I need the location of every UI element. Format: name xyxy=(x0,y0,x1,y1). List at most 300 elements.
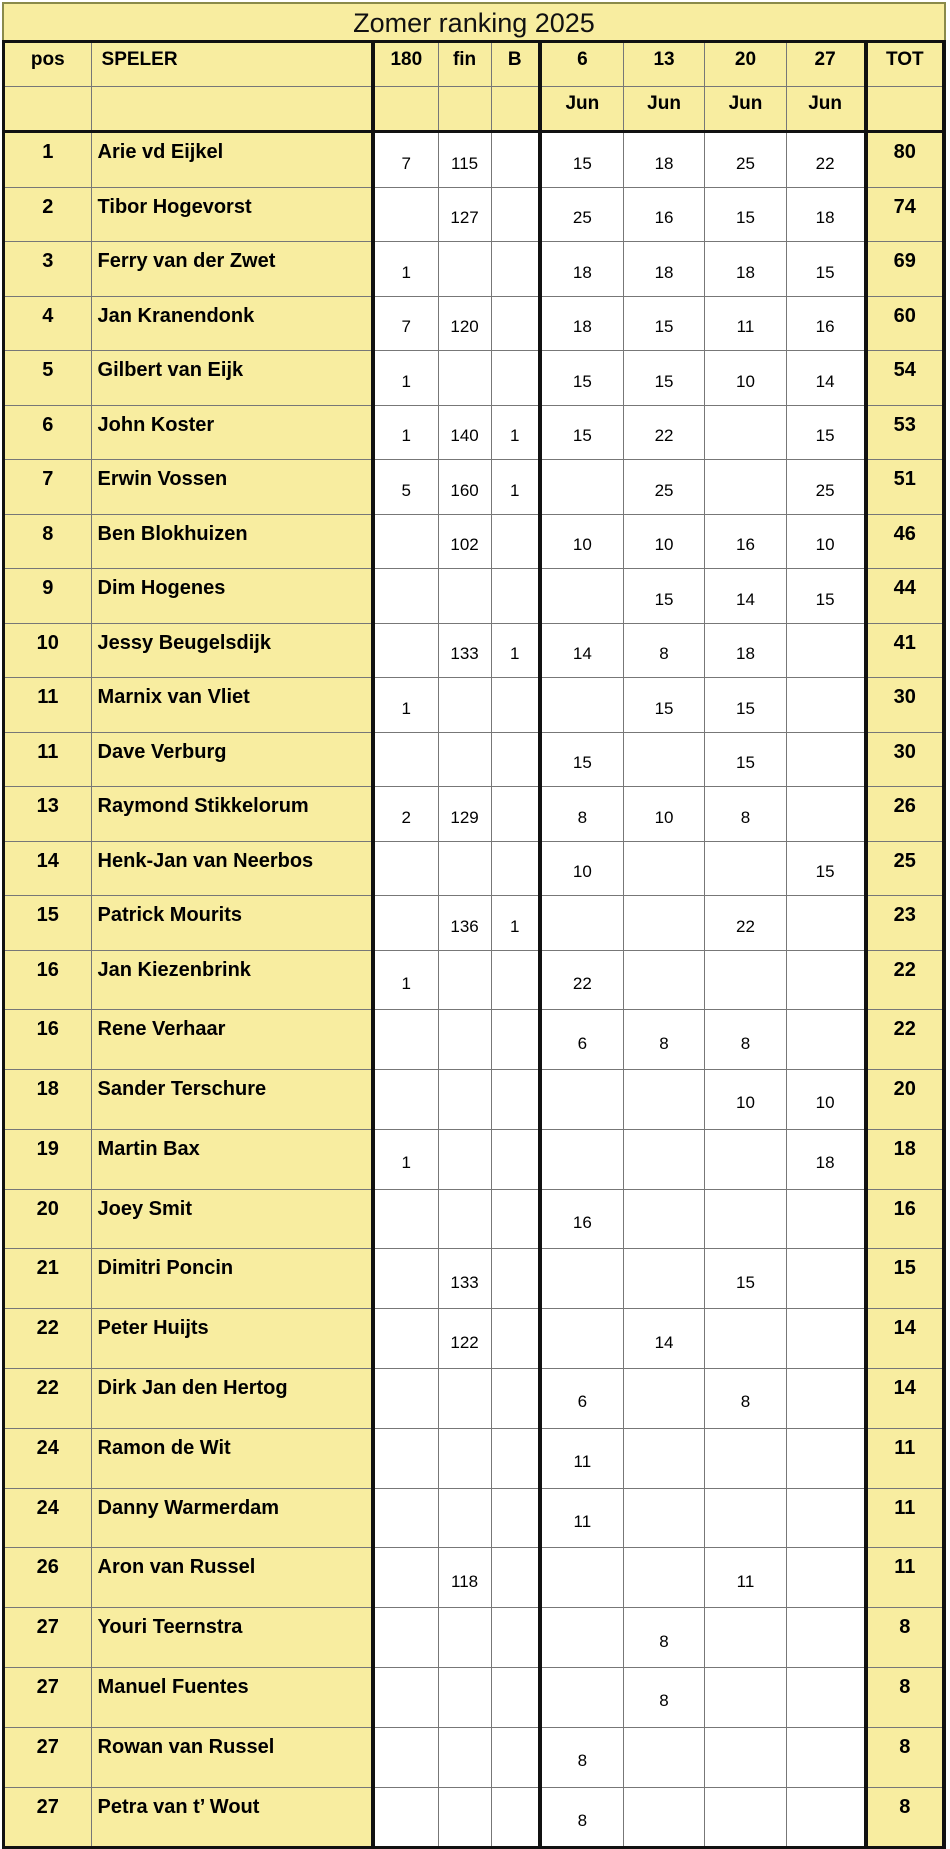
pos-cell: 4 xyxy=(4,296,92,351)
score-date-1: 18 xyxy=(540,242,623,297)
score-date-3: 15 xyxy=(705,187,786,242)
score-date-1: 15 xyxy=(540,132,623,188)
player-name: Henk-Jan van Neerbos xyxy=(91,841,373,896)
pos-cell: 16 xyxy=(4,1010,92,1070)
score-date-1: 15 xyxy=(540,732,623,787)
score-180: 1 xyxy=(373,1129,438,1189)
score-date-3: 25 xyxy=(705,132,786,188)
month-cell-tot xyxy=(866,87,944,132)
score-fin xyxy=(438,1668,491,1728)
score-180 xyxy=(373,1369,438,1429)
score-date-2 xyxy=(623,1488,704,1548)
score-date-2: 10 xyxy=(623,514,704,569)
score-date-3: 18 xyxy=(705,242,786,297)
score-date-1: 16 xyxy=(540,1189,623,1249)
pos-cell: 18 xyxy=(4,1070,92,1130)
score-date-3 xyxy=(705,841,786,896)
score-date-3: 8 xyxy=(705,787,786,842)
score-b xyxy=(491,1727,540,1787)
total-score: 54 xyxy=(866,351,944,406)
score-date-4: 15 xyxy=(786,242,865,297)
score-date-2: 8 xyxy=(623,1010,704,1070)
total-score: 8 xyxy=(866,1727,944,1787)
score-date-3 xyxy=(705,1608,786,1668)
score-date-4 xyxy=(786,1428,865,1488)
score-180 xyxy=(373,623,438,678)
table-row xyxy=(4,1249,945,1309)
total-score: 18 xyxy=(866,1129,944,1189)
score-date-4: 15 xyxy=(786,569,865,624)
total-score: 46 xyxy=(866,514,944,569)
total-score: 44 xyxy=(866,569,944,624)
score-b: 1 xyxy=(491,405,540,460)
score-date-3 xyxy=(705,1129,786,1189)
score-date-2 xyxy=(623,732,704,787)
table-row xyxy=(4,1787,945,1848)
score-fin: 115 xyxy=(438,132,491,188)
table-row xyxy=(4,1727,945,1787)
player-name: Gilbert van Eijk xyxy=(91,351,373,406)
total-score: 22 xyxy=(866,950,944,1010)
pos-cell: 21 xyxy=(4,1249,92,1309)
score-b xyxy=(491,1129,540,1189)
score-date-3: 11 xyxy=(705,1548,786,1608)
score-fin: 120 xyxy=(438,296,491,351)
pos-cell: 22 xyxy=(4,1309,92,1369)
score-date-3: 15 xyxy=(705,732,786,787)
score-date-4 xyxy=(786,1369,865,1429)
score-date-4 xyxy=(786,896,865,951)
player-name: Jan Kranendonk xyxy=(91,296,373,351)
score-fin: 160 xyxy=(438,460,491,515)
total-score: 11 xyxy=(866,1428,944,1488)
score-date-4 xyxy=(786,1309,865,1369)
score-b xyxy=(491,1608,540,1668)
total-score: 53 xyxy=(866,405,944,460)
month-cell-fin xyxy=(438,87,491,132)
score-date-1: 8 xyxy=(540,1727,623,1787)
sheet-title: Zomer ranking 2025 xyxy=(2,2,946,40)
table-row xyxy=(4,841,945,896)
col-header-date-3: 20 xyxy=(705,42,786,87)
score-date-2 xyxy=(623,896,704,951)
player-name: Youri Teernstra xyxy=(91,1608,373,1668)
table-row xyxy=(4,787,945,842)
score-fin xyxy=(438,242,491,297)
table-row xyxy=(4,1309,945,1369)
table-row xyxy=(4,1488,945,1548)
score-180: 1 xyxy=(373,950,438,1010)
pos-cell: 14 xyxy=(4,841,92,896)
score-date-1: 6 xyxy=(540,1369,623,1429)
player-name: Manuel Fuentes xyxy=(91,1668,373,1728)
player-name: Sander Terschure xyxy=(91,1070,373,1130)
score-date-2: 14 xyxy=(623,1309,704,1369)
score-date-3 xyxy=(705,950,786,1010)
score-fin xyxy=(438,732,491,787)
score-180 xyxy=(373,896,438,951)
score-fin: 133 xyxy=(438,1249,491,1309)
score-date-1 xyxy=(540,896,623,951)
table-row xyxy=(4,460,945,515)
score-b xyxy=(491,187,540,242)
score-180: 1 xyxy=(373,242,438,297)
score-date-4: 10 xyxy=(786,1070,865,1130)
player-name: Danny Warmerdam xyxy=(91,1488,373,1548)
table-row xyxy=(4,896,945,951)
player-name: Ben Blokhuizen xyxy=(91,514,373,569)
pos-cell: 27 xyxy=(4,1608,92,1668)
score-fin xyxy=(438,841,491,896)
score-fin: 136 xyxy=(438,896,491,951)
month-cell-speler xyxy=(91,87,373,132)
player-name: Marnix van Vliet xyxy=(91,678,373,733)
score-180 xyxy=(373,1787,438,1848)
total-score: 25 xyxy=(866,841,944,896)
header-row xyxy=(4,42,945,87)
score-180 xyxy=(373,1249,438,1309)
total-score: 30 xyxy=(866,678,944,733)
score-date-2: 8 xyxy=(623,1608,704,1668)
score-date-1 xyxy=(540,1070,623,1130)
score-fin xyxy=(438,678,491,733)
score-fin xyxy=(438,1129,491,1189)
score-date-2 xyxy=(623,1369,704,1429)
score-date-2 xyxy=(623,1070,704,1130)
pos-cell: 20 xyxy=(4,1189,92,1249)
score-date-1 xyxy=(540,1668,623,1728)
table-row xyxy=(4,950,945,1010)
pos-cell: 26 xyxy=(4,1548,92,1608)
pos-cell: 11 xyxy=(4,732,92,787)
score-180 xyxy=(373,569,438,624)
score-180 xyxy=(373,1189,438,1249)
score-date-3: 8 xyxy=(705,1010,786,1070)
score-fin: 140 xyxy=(438,405,491,460)
table-row xyxy=(4,1070,945,1130)
pos-cell: 19 xyxy=(4,1129,92,1189)
player-name: Jan Kiezenbrink xyxy=(91,950,373,1010)
table-row xyxy=(4,1428,945,1488)
score-date-3: 18 xyxy=(705,623,786,678)
total-score: 11 xyxy=(866,1548,944,1608)
score-date-3 xyxy=(705,1668,786,1728)
total-score: 74 xyxy=(866,187,944,242)
total-score: 11 xyxy=(866,1488,944,1548)
score-180 xyxy=(373,1668,438,1728)
score-fin xyxy=(438,1608,491,1668)
score-date-4 xyxy=(786,1548,865,1608)
score-date-1: 22 xyxy=(540,950,623,1010)
col-header-fin: fin xyxy=(438,42,491,87)
table-row xyxy=(4,242,945,297)
score-date-3 xyxy=(705,1727,786,1787)
score-fin: 127 xyxy=(438,187,491,242)
table-row xyxy=(4,1369,945,1429)
score-date-1: 15 xyxy=(540,405,623,460)
score-date-1: 8 xyxy=(540,1787,623,1848)
score-date-4: 25 xyxy=(786,460,865,515)
score-date-1: 11 xyxy=(540,1488,623,1548)
score-date-4 xyxy=(786,732,865,787)
score-180 xyxy=(373,1309,438,1369)
score-date-1 xyxy=(540,1548,623,1608)
score-date-2: 15 xyxy=(623,678,704,733)
player-name: Dimitri Poncin xyxy=(91,1249,373,1309)
pos-cell: 24 xyxy=(4,1428,92,1488)
score-b xyxy=(491,1787,540,1848)
col-header-date-1: 6 xyxy=(540,42,623,87)
score-fin: 129 xyxy=(438,787,491,842)
total-score: 69 xyxy=(866,242,944,297)
score-date-4 xyxy=(786,678,865,733)
score-fin xyxy=(438,950,491,1010)
total-score: 41 xyxy=(866,623,944,678)
score-date-3 xyxy=(705,1309,786,1369)
month-label-4: Jun xyxy=(786,87,865,132)
score-date-2 xyxy=(623,1129,704,1189)
pos-cell: 6 xyxy=(4,405,92,460)
month-label-1: Jun xyxy=(540,87,623,132)
score-date-3: 22 xyxy=(705,896,786,951)
score-b xyxy=(491,1488,540,1548)
score-180 xyxy=(373,1548,438,1608)
score-b xyxy=(491,242,540,297)
score-date-1: 6 xyxy=(540,1010,623,1070)
score-date-2 xyxy=(623,1548,704,1608)
score-fin xyxy=(438,1010,491,1070)
score-date-2 xyxy=(623,1428,704,1488)
month-row xyxy=(4,87,945,132)
score-b xyxy=(491,950,540,1010)
score-date-2: 18 xyxy=(623,242,704,297)
score-date-1: 11 xyxy=(540,1428,623,1488)
table-row xyxy=(4,1189,945,1249)
total-score: 14 xyxy=(866,1369,944,1429)
score-180: 7 xyxy=(373,132,438,188)
score-date-4 xyxy=(786,1787,865,1848)
pos-cell: 10 xyxy=(4,623,92,678)
score-180: 5 xyxy=(373,460,438,515)
score-fin xyxy=(438,1189,491,1249)
player-name: Aron van Russel xyxy=(91,1548,373,1608)
score-180: 1 xyxy=(373,351,438,406)
score-date-2: 8 xyxy=(623,1668,704,1728)
score-b xyxy=(491,1010,540,1070)
score-fin xyxy=(438,1727,491,1787)
score-date-2 xyxy=(623,1727,704,1787)
score-date-3 xyxy=(705,1189,786,1249)
total-score: 80 xyxy=(866,132,944,188)
table-row xyxy=(4,732,945,787)
table-row xyxy=(4,1129,945,1189)
col-header-tot: TOT xyxy=(866,42,944,87)
total-score: 30 xyxy=(866,732,944,787)
score-date-1: 25 xyxy=(540,187,623,242)
player-name: Patrick Mourits xyxy=(91,896,373,951)
score-b xyxy=(491,732,540,787)
score-date-4: 15 xyxy=(786,405,865,460)
score-date-2: 22 xyxy=(623,405,704,460)
score-180 xyxy=(373,1727,438,1787)
score-date-2: 25 xyxy=(623,460,704,515)
score-date-3: 10 xyxy=(705,1070,786,1130)
score-date-2: 15 xyxy=(623,351,704,406)
score-b xyxy=(491,1668,540,1728)
score-b xyxy=(491,514,540,569)
player-name: Raymond Stikkelorum xyxy=(91,787,373,842)
score-180 xyxy=(373,514,438,569)
total-score: 16 xyxy=(866,1189,944,1249)
score-date-2: 15 xyxy=(623,296,704,351)
pos-cell: 27 xyxy=(4,1668,92,1728)
score-date-1: 14 xyxy=(540,623,623,678)
total-score: 60 xyxy=(866,296,944,351)
score-fin: 118 xyxy=(438,1548,491,1608)
score-b: 1 xyxy=(491,623,540,678)
player-name: Dirk Jan den Hertog xyxy=(91,1369,373,1429)
score-180: 2 xyxy=(373,787,438,842)
pos-cell: 3 xyxy=(4,242,92,297)
score-fin xyxy=(438,569,491,624)
score-180 xyxy=(373,187,438,242)
pos-cell: 11 xyxy=(4,678,92,733)
score-date-1: 10 xyxy=(540,514,623,569)
score-date-4 xyxy=(786,1249,865,1309)
score-date-3 xyxy=(705,1488,786,1548)
ranking-sheet xyxy=(2,2,946,1831)
score-date-4 xyxy=(786,1189,865,1249)
table-row xyxy=(4,514,945,569)
score-date-2 xyxy=(623,950,704,1010)
pos-cell: 7 xyxy=(4,460,92,515)
score-fin xyxy=(438,351,491,406)
score-date-1 xyxy=(540,1129,623,1189)
table-row xyxy=(4,132,945,188)
pos-cell: 1 xyxy=(4,132,92,188)
score-fin xyxy=(438,1428,491,1488)
score-date-3: 10 xyxy=(705,351,786,406)
score-date-4: 10 xyxy=(786,514,865,569)
col-header-b: B xyxy=(491,42,540,87)
month-label-2: Jun xyxy=(623,87,704,132)
score-180 xyxy=(373,1608,438,1668)
score-date-2 xyxy=(623,1249,704,1309)
score-date-4 xyxy=(786,1727,865,1787)
score-date-3 xyxy=(705,1428,786,1488)
score-date-4 xyxy=(786,623,865,678)
score-b xyxy=(491,678,540,733)
score-date-1: 15 xyxy=(540,351,623,406)
score-date-2: 18 xyxy=(623,132,704,188)
pos-cell: 24 xyxy=(4,1488,92,1548)
player-name: John Koster xyxy=(91,405,373,460)
pos-cell: 5 xyxy=(4,351,92,406)
score-date-3 xyxy=(705,405,786,460)
col-header-date-2: 13 xyxy=(623,42,704,87)
table-row xyxy=(4,1608,945,1668)
month-cell-180 xyxy=(373,87,438,132)
score-b xyxy=(491,1428,540,1488)
score-date-3: 14 xyxy=(705,569,786,624)
score-b xyxy=(491,569,540,624)
total-score: 8 xyxy=(866,1787,944,1848)
player-name: Rowan van Russel xyxy=(91,1727,373,1787)
score-date-3 xyxy=(705,460,786,515)
score-date-2 xyxy=(623,1189,704,1249)
pos-cell: 2 xyxy=(4,187,92,242)
score-b xyxy=(491,787,540,842)
score-date-4 xyxy=(786,787,865,842)
score-date-1 xyxy=(540,569,623,624)
score-date-1 xyxy=(540,1309,623,1369)
score-b xyxy=(491,841,540,896)
score-date-3: 16 xyxy=(705,514,786,569)
score-date-4 xyxy=(786,1010,865,1070)
score-b xyxy=(491,1070,540,1130)
score-180: 7 xyxy=(373,296,438,351)
score-180 xyxy=(373,1010,438,1070)
score-date-4: 16 xyxy=(786,296,865,351)
table-row xyxy=(4,351,945,406)
score-date-1 xyxy=(540,678,623,733)
score-date-3: 11 xyxy=(705,296,786,351)
score-date-4: 14 xyxy=(786,351,865,406)
score-b xyxy=(491,1309,540,1369)
score-fin: 122 xyxy=(438,1309,491,1369)
score-date-4: 18 xyxy=(786,1129,865,1189)
month-cell-pos xyxy=(4,87,92,132)
score-b xyxy=(491,132,540,188)
pos-cell: 27 xyxy=(4,1787,92,1848)
score-180: 1 xyxy=(373,678,438,733)
score-180: 1 xyxy=(373,405,438,460)
col-header-speler: SPELER xyxy=(91,42,373,87)
score-date-2: 15 xyxy=(623,569,704,624)
table-row xyxy=(4,296,945,351)
total-score: 23 xyxy=(866,896,944,951)
score-b xyxy=(491,296,540,351)
score-b xyxy=(491,1189,540,1249)
month-label-3: Jun xyxy=(705,87,786,132)
score-fin xyxy=(438,1369,491,1429)
player-name: Rene Verhaar xyxy=(91,1010,373,1070)
player-name: Joey Smit xyxy=(91,1189,373,1249)
pos-cell: 9 xyxy=(4,569,92,624)
score-180 xyxy=(373,1428,438,1488)
player-name: Dave Verburg xyxy=(91,732,373,787)
total-score: 22 xyxy=(866,1010,944,1070)
score-date-1 xyxy=(540,460,623,515)
score-date-4 xyxy=(786,1488,865,1548)
score-180 xyxy=(373,732,438,787)
score-date-2 xyxy=(623,1787,704,1848)
score-date-2 xyxy=(623,841,704,896)
pos-cell: 8 xyxy=(4,514,92,569)
player-name: Arie vd Eijkel xyxy=(91,132,373,188)
table-row xyxy=(4,405,945,460)
player-name: Peter Huijts xyxy=(91,1309,373,1369)
col-header-180: 180 xyxy=(373,42,438,87)
score-b: 1 xyxy=(491,896,540,951)
score-date-4 xyxy=(786,1668,865,1728)
score-fin xyxy=(438,1787,491,1848)
score-b xyxy=(491,351,540,406)
score-fin: 102 xyxy=(438,514,491,569)
score-date-3 xyxy=(705,1787,786,1848)
player-name: Dim Hogenes xyxy=(91,569,373,624)
ranking-table xyxy=(2,40,946,1849)
